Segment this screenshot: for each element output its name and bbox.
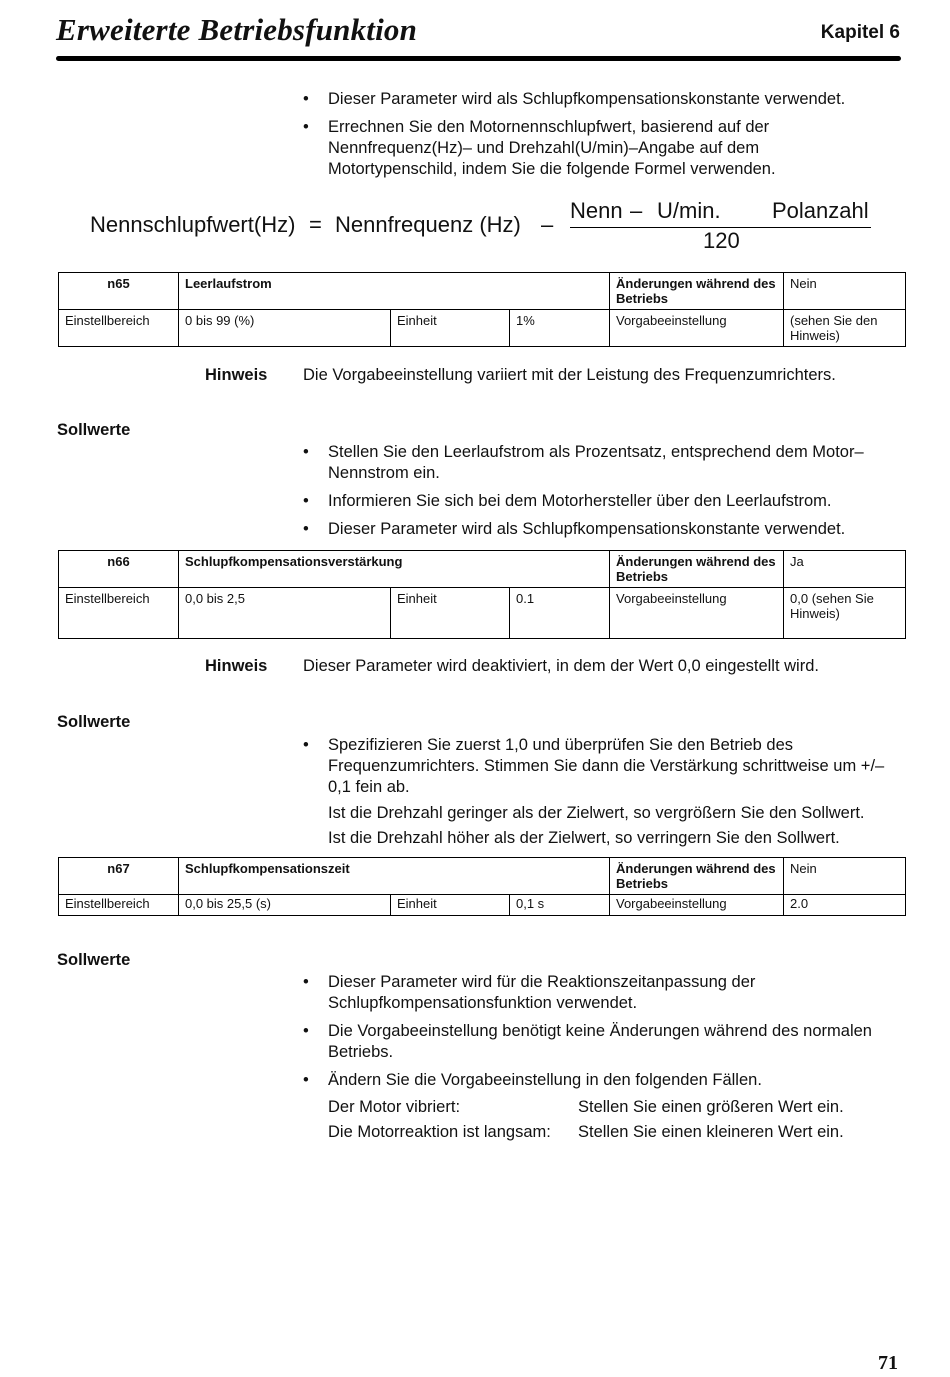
unit-value: 1% [510, 310, 610, 347]
change-label: Änderungen während des Betriebs [610, 273, 784, 310]
default-label: Vorgabeeinstellung [610, 588, 784, 639]
formula-denominator: 120 [703, 228, 740, 253]
param-table-n66 [58, 550, 906, 639]
formula-minus: – [541, 212, 554, 237]
bullet-glyph: • [303, 118, 309, 136]
default-value: 0,0 (sehen Sie Hinweis) [784, 588, 906, 639]
param-name: Leerlaufstrom [179, 273, 610, 310]
formula-numerator-b: U/min. [657, 198, 721, 223]
instruction-line: Ist die Drehzahl höher als der Zielwert, so verringern Sie den Sollwert. [328, 829, 840, 847]
chapter-label: Kapitel 6 [820, 22, 900, 43]
list-item-text: Spezifizieren Sie zuerst 1,0 und überprüfen Sie den Betrieb des Frequenzumrichters. Stimmen Sie dann die Verstärkung schrittweise um +/– 0,1 fein ab. [328, 736, 885, 796]
range-value: 0,0 bis 2,5 [179, 588, 391, 639]
formula-numerator-c: Polanzahl [772, 198, 869, 223]
section-label: Sollwerte [57, 713, 131, 731]
change-value: Ja [784, 551, 906, 588]
list-item-text: Ändern Sie die Vorgabeeinstellung in den folgenden Fällen. [328, 1071, 762, 1089]
list-item-text: Dieser Parameter wird als Schlupfkompensationskonstante verwendet. [328, 520, 846, 538]
page-title: Erweiterte Betriebsfunktion [56, 12, 418, 47]
note-text: Die Vorgabeeinstellung variiert mit der Leistung des Frequenzumrichters. [303, 366, 836, 384]
default-label: Vorgabeeinstellung [610, 310, 784, 347]
default-value: (sehen Sie den Hinweis) [784, 310, 906, 347]
bullet-glyph: • [303, 90, 309, 108]
change-label: Änderungen während des Betriebs [610, 551, 784, 588]
bullet-glyph: • [303, 520, 309, 538]
formula-term1: Nennfrequenz (Hz) [335, 212, 521, 237]
bullet-glyph: • [303, 492, 309, 510]
change-value: Nein [784, 273, 906, 310]
list-item-text: Die Vorgabeeinstellung benötigt keine Änderungen während des normalen Betriebs. [328, 1022, 872, 1061]
bullet-glyph: • [303, 1022, 309, 1040]
default-value: 2.0 [784, 895, 906, 916]
bullet-glyph: • [303, 973, 309, 991]
page-number: 71 [878, 1352, 898, 1374]
range-value: 0 bis 99 (%) [179, 310, 391, 347]
list-item-text: Dieser Parameter wird für die Reaktionszeitanpassung der Schlupfkompensationsfunktion verwendet. [328, 973, 756, 1012]
list-item-text: Stellen Sie den Leerlaufstrom als Prozentsatz, entsprechend dem Motor–Nennstrom ein. [328, 443, 864, 482]
unit-value: 0.1 [510, 588, 610, 639]
param-name: Schlupfkompensationszeit [179, 858, 610, 895]
intro-bullet-text: Errechnen Sie den Motornennschlupfwert, basierend auf der Nennfrequenz(Hz)– und Drehzahl(U/min)–Angabe auf dem Motortypenschild, indem Sie die folgende Formel verwenden. [328, 118, 776, 178]
case-condition: Der Motor vibriert: [328, 1098, 461, 1116]
range-label: Einstellbereich [59, 895, 179, 916]
case-action: Stellen Sie einen größeren Wert ein. [578, 1098, 844, 1116]
param-id: n66 [59, 551, 179, 588]
case-action: Stellen Sie einen kleineren Wert ein. [578, 1123, 844, 1141]
param-name: Schlupfkompensationsverstärkung [179, 551, 610, 588]
param-table-n67 [58, 857, 906, 916]
note-text: Dieser Parameter wird deaktiviert, in dem der Wert 0,0 eingestellt wird. [303, 657, 819, 675]
change-value: Nein [784, 858, 906, 895]
param-id: n65 [59, 273, 179, 310]
unit-label: Einheit [391, 588, 510, 639]
instruction-line: Ist die Drehzahl geringer als der Zielwert, so vergrößern Sie den Sollwert. [328, 804, 865, 822]
change-label: Änderungen während des Betriebs [610, 858, 784, 895]
intro-bullet-text: Dieser Parameter wird als Schlupfkompensationskonstante verwendet. [328, 90, 846, 108]
formula-numerator-a: Nenn [570, 198, 623, 223]
range-value: 0,0 bis 25,5 (s) [179, 895, 391, 916]
section-label: Sollwerte [57, 421, 131, 439]
range-label: Einstellbereich [59, 588, 179, 639]
header-rule [56, 56, 901, 61]
section-label: Sollwerte [57, 951, 131, 969]
note-label: Hinweis [205, 657, 268, 675]
formula-lhs: Nennschlupfwert(Hz) [90, 212, 296, 237]
bullet-glyph: • [303, 443, 309, 461]
formula-equals: = [309, 212, 322, 237]
param-id: n67 [59, 858, 179, 895]
default-label: Vorgabeeinstellung [610, 895, 784, 916]
bullet-glyph: • [303, 736, 309, 754]
note-label: Hinweis [205, 366, 268, 384]
formula-numerator-minus: – [630, 198, 643, 223]
unit-value: 0,1 s [510, 895, 610, 916]
range-label: Einstellbereich [59, 310, 179, 347]
bullet-glyph: • [303, 1071, 309, 1089]
unit-label: Einheit [391, 310, 510, 347]
case-condition: Die Motorreaktion ist langsam: [328, 1123, 551, 1141]
list-item-text: Informieren Sie sich bei dem Motorhersteller über den Leerlaufstrom. [328, 492, 832, 510]
param-table-n65 [58, 272, 906, 347]
unit-label: Einheit [391, 895, 510, 916]
